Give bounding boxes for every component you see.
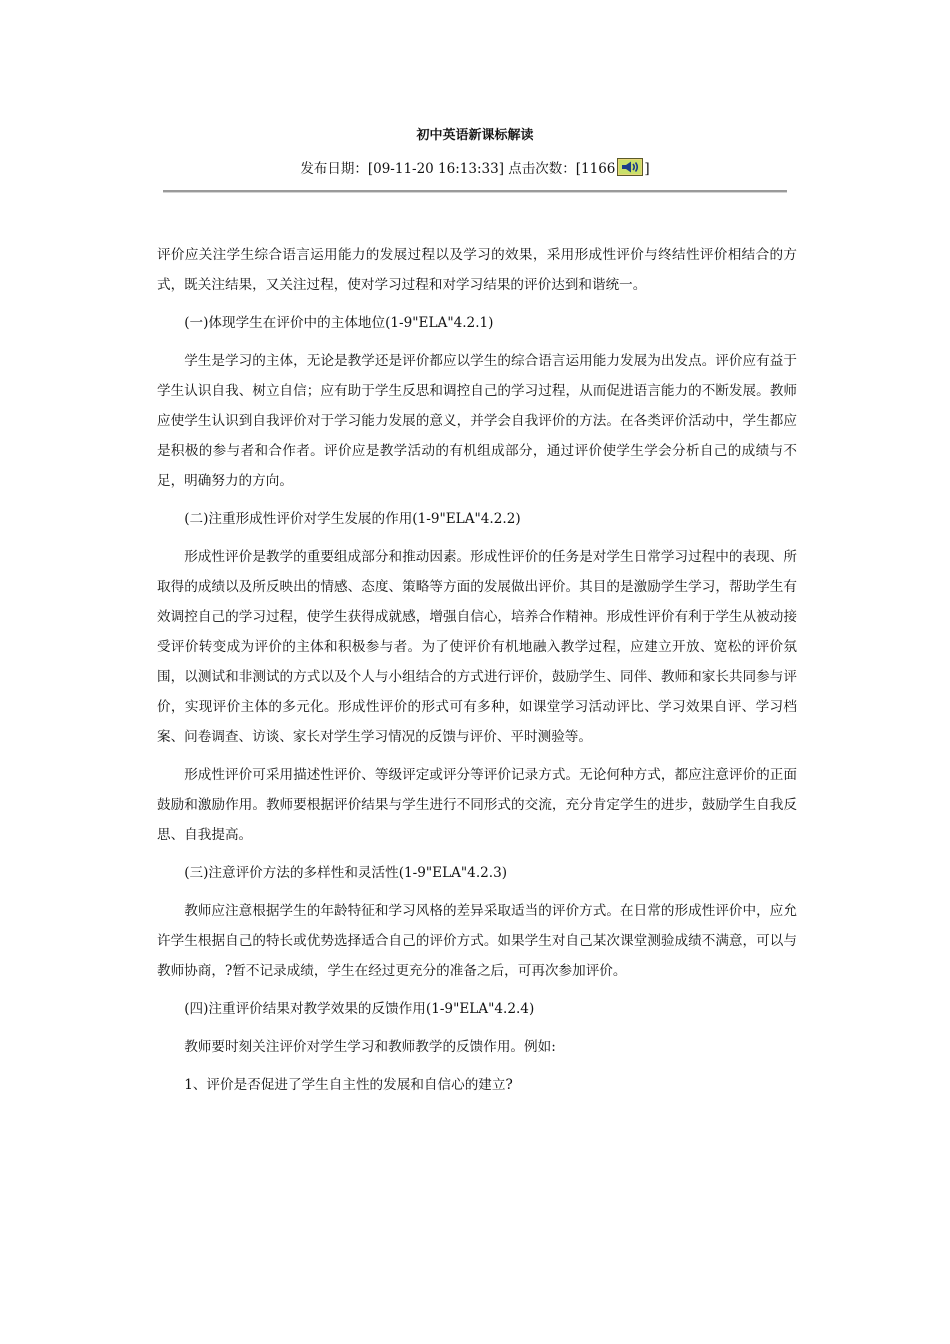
paragraph-intro: 评价应关注学生综合语言运用能力的发展过程以及学习的效果，采用形成性评价与终结性评价相结合的方式，既关注结果，又关注过程，使对学习过程和对学习结果的评价达到和谐统一。	[157, 247, 797, 293]
paragraph: 形成性评价可采用描述性评价、等级评定或评分等评价记录方式。无论何种方式，都应注意评价的正面鼓励和激励作用。教师要根据评价结果与学生进行不同形式的交流，充分肯定学生的进步，鼓励学生自我反思、自我提高。	[157, 767, 797, 843]
paragraph: 学生是学习的主体，无论是教学还是评价都应以学生的综合语言运用能力发展为出发点。评价应有益于学生认识自我、树立自信；应有助于学生反思和调控自己的学习过程，从而促进语言能力的不断发展。教师应使学生认识到自我评价对于学习能力发展的意义，并学会自我评价的方法。在各类评价活动中，学生都应是积极的参与者和合作者。评价应是教学活动的有机组成部分，通过评价使学生学会分析自己的成绩与不足，明确努力的方向。	[157, 353, 797, 489]
article-title: 初中英语新课标解读	[416, 128, 534, 143]
section-heading-1: (一)体现学生在评价中的主体地位(1-9"ELA"4.2.1)	[184, 315, 494, 331]
header-divider	[163, 190, 787, 193]
meta-close-bracket: ]	[644, 161, 650, 177]
paragraph: 形成性评价是教学的重要组成部分和推动因素。形成性评价的任务是对学生日常学习过程中的表现、所取得的成绩以及所反映出的情感、态度、策略等方面的发展做出评价。其目的是激励学生学习，帮助学生有效调控自己的学习过程，使学生获得成就感，增强自信心，培养合作精神。形成性评价有利于学生从被动接受评价转变成为评价的主体和积极参与者。为了使评价有机地融入教学过程，应建立开放、宽松的评价氛围，以测试和非测试的方式以及个人与小组结合的方式进行评价，鼓励学生、同伴、教师和家长共同参与评价，实现评价主体的多元化。形成性评价的形式可有多种，如课堂学习活动评比、学习效果自评、学习档案、问卷调查、访谈、家长对学生学习情况的反馈与评价、平时测验等。	[157, 549, 797, 745]
publish-info: 发布日期：[09-11-20 16:13:33] 点击次数：[1166	[300, 161, 616, 177]
article-meta	[0, 157, 950, 181]
sound-speaker-icon[interactable]	[617, 158, 643, 176]
section-heading-4: (四)注重评价结果对教学效果的反馈作用(1-9"ELA"4.2.4)	[184, 1001, 535, 1017]
section-heading-3: (三)注意评价方法的多样性和灵活性(1-9"ELA"4.2.3)	[184, 865, 508, 881]
paragraph: 教师应注意根据学生的年龄特征和学习风格的差异采取适当的评价方式。在日常的形成性评价中，应允许学生根据自己的特长或优势选择适合自己的评价方式。如果学生对自己某次课堂测验成绩不满意，可以与教师协商，?暂不记录成绩，学生在经过更充分的准备之后，可再次参加评价。	[157, 903, 797, 979]
article-body	[157, 240, 797, 1108]
list-item: 1、评价是否促进了学生自主性的发展和自信心的建立?	[184, 1077, 513, 1093]
section-heading-2: (二)注重形成性评价对学生发展的作用(1-9"ELA"4.2.2)	[184, 511, 521, 527]
paragraph: 教师要时刻关注评价对学生学习和教师教学的反馈作用。例如:	[184, 1039, 556, 1055]
